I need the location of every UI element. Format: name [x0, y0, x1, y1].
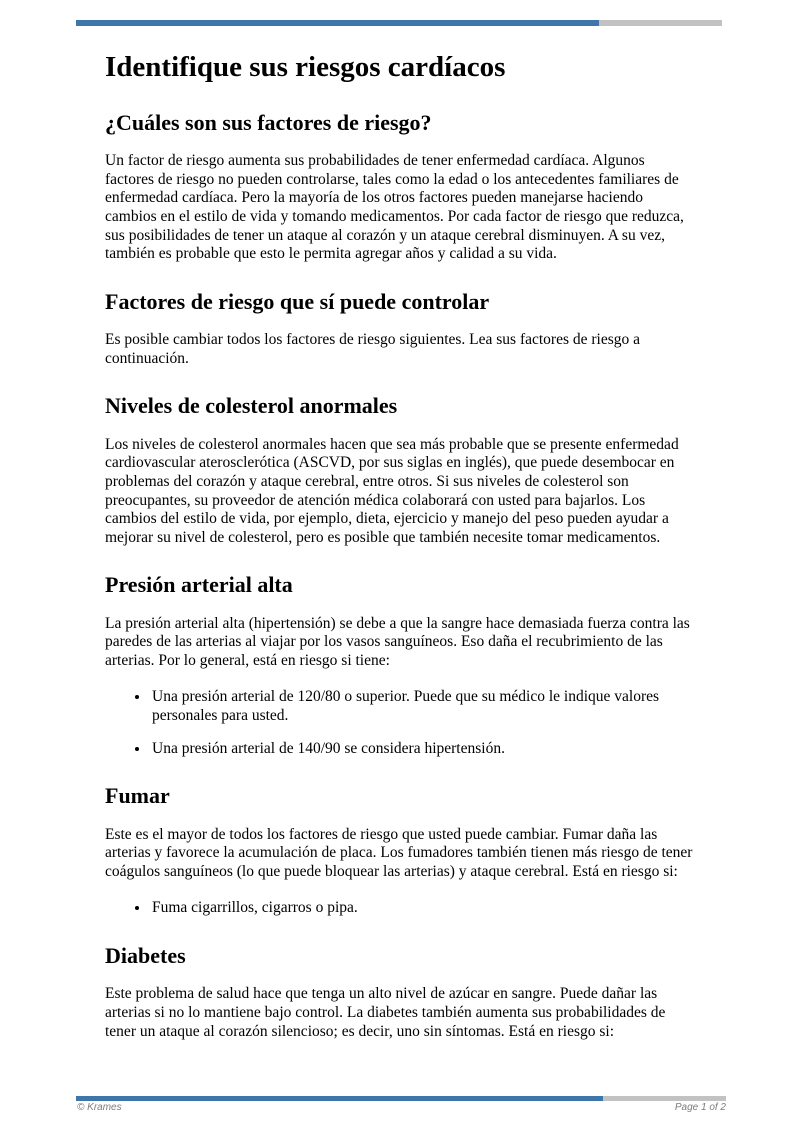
section-paragraph-blood-pressure: La presión arterial alta (hipertensión) se debe a que la sangre hace demasiada fuerza contra las paredes de las arterias al viajar por los vasos sanguíneos. Eso daña el recubrimiento de las arterias. Por lo general, está en riesgo si tiene:	[105, 614, 690, 669]
smoking-bullet-list	[105, 899, 695, 918]
list-item: • Fuma cigarrillos, cigarros o pipa.	[150, 899, 695, 918]
section-paragraph-smoking: Este es el mayor de todos los factores de riesgo que usted puede cambiar. Fumar daña las arterias y favorece la acumulación de placa. Los fumadores también tienen más riesgo de tener coágulos sanguíneos (lo que puede bloquear las arterias) y ataque cerebral. Está en riesgo si:	[105, 825, 693, 880]
section-heading-controllable-factors: Factores de riesgo que sí puede controlar	[105, 288, 490, 314]
section-blood-pressure	[105, 572, 695, 758]
section-heading-diabetes: Diabetes	[105, 943, 186, 968]
section-cholesterol	[105, 393, 695, 547]
section-heading-blood-pressure: Presión arterial alta	[105, 572, 293, 598]
section-paragraph-diabetes: Este problema de salud hace que tenga un alto nivel de azúcar en sangre. Puede dañar las arterias si no lo mantiene bajo control. La diabetes también aumenta sus probabilidades de tener un ataque al corazón silencioso; es decir, uno sin síntomas. Está en riesgo si:	[105, 985, 666, 1040]
section-heading-cholesterol: Niveles de colesterol anormales	[105, 393, 398, 419]
section-controllable-factors	[105, 289, 695, 369]
document-content	[105, 0, 695, 1057]
footer-accent-bar-blue-segment	[76, 1096, 603, 1101]
footer-copyright: © Krames	[77, 1102, 122, 1113]
section-heading-smoking: Fumar	[105, 783, 170, 809]
section-diabetes	[105, 943, 695, 1041]
section-paragraph-controllable-factors: Es posible cambiar todos los factores de riesgo siguientes. Lea sus factores de riesgo a continuación.	[105, 331, 641, 367]
page-footer	[77, 1102, 726, 1113]
section-smoking	[105, 783, 695, 918]
list-item: • Una presión arterial de 120/80 o superior. Puede que su médico le indique valores personales para usted.	[150, 688, 695, 725]
footer-page-number: Page 1 of 2	[674, 1102, 726, 1113]
section-paragraph-risk-factors: Un factor de riesgo aumenta sus probabilidades de tener enfermedad cardíaca. Algunos factores de riesgo no pueden controlarse, tales como la edad o los antecedentes familiares de enfermedad cardíaca. Pero la mayoría de los otros factores pueden manejarse haciendo cambios en el estilo de vida y tomando medicamentos. Por cada factor de riesgo que reduzca, sus posibilidades de tener un ataque al corazón y un ataque cerebral disminuyen. A su vez, también es probable que esto le permita agregar años y calidad a su vida.	[105, 152, 684, 263]
page-title: Identifique sus riesgos cardíacos	[105, 51, 506, 83]
blood-pressure-bullet-list	[105, 688, 695, 758]
section-paragraph-cholesterol: Los niveles de colesterol anormales hacen que sea más probable que se presente enfermedad cardiovascular aterosclerótica (ASCVD, por sus siglas en inglés), que puede desembocar en problemas del corazón y ataque cerebral, entre otros. Si sus niveles de colesterol son preocupantes, su proveedor de atención médica colaborará con usted para bajarlos. Los cambios del estilo de vida, por ejemplo, dieta, ejercicio y manejo del peso pueden ayudar a mejorar su nivel de colesterol, pero es posible que también necesite tomar medicamentos.	[105, 435, 679, 546]
section-heading-risk-factors: ¿Cuáles son sus factores de riesgo?	[105, 109, 432, 135]
list-item: • Una presión arterial de 140/90 se considera hipertensión.	[150, 740, 695, 759]
section-risk-factors-intro	[105, 110, 695, 264]
footer-accent-bar	[76, 1096, 726, 1101]
